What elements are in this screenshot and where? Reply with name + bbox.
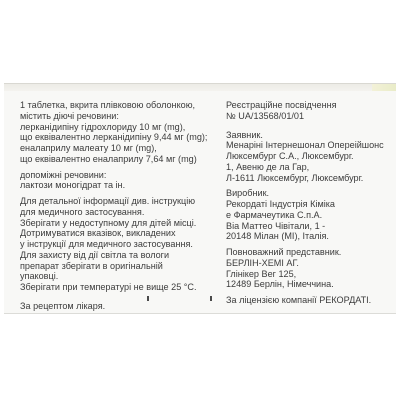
text-line: Віа Маттео Чівітали, 1 - [226, 220, 326, 231]
text-line: Рекордаті Індустрія Кіміка [226, 199, 335, 209]
text-line: препарат зберігати в оригінальній [20, 260, 163, 271]
text-line: Глінікер Вег 125, [226, 268, 297, 279]
registration-block [226, 100, 394, 122]
text-line: Заявник. [226, 129, 263, 140]
applicant-block [226, 130, 394, 184]
spacer [20, 293, 210, 301]
fold-tick-mark [210, 296, 212, 301]
text-line: 1 таблетка, вкрита плівковою оболонкою, [20, 100, 196, 110]
text-line: Повноважний представник. [226, 247, 342, 257]
text-line: у інструкції для медичного застосування. [20, 239, 193, 249]
box-side-panel [4, 91, 396, 314]
text-line: е Фармачеутика С.п.А. [226, 209, 323, 220]
text-line: Реєстраційне посвідчення [226, 100, 337, 110]
text-line: Менаріні Інтернешонал Опереійшонс [226, 140, 384, 151]
text-line: Для детальної інформації див. інструкцію [20, 196, 196, 206]
text-line: Люксембург С.А., Люксембург. [226, 151, 354, 161]
license-note: За ліцензією компанії РЕКОРДАТІ. [226, 295, 372, 305]
prescription-note: За рецептом лікаря. [20, 300, 106, 311]
text-line: еналаприлу малеату 10 мг (mg), [20, 143, 157, 153]
text-line: що еквівалентно еналаприлу 7,64 мг (mg) [20, 153, 197, 164]
fold-tick-mark [147, 296, 149, 301]
text-line: лактози моногідрат та ін. [20, 180, 126, 191]
instructions-block [20, 196, 210, 293]
text-line: містить діючі речовини: [20, 110, 119, 121]
text-line: лерканідипіну гідрохлориду 10 мг (mg), [20, 121, 186, 132]
text-line: Дотримуватися вказівок, викладених [20, 228, 176, 239]
composition-block [20, 100, 210, 165]
left-text-column [20, 100, 210, 312]
text-line: 12489 Берлін, Німеччина. [226, 279, 334, 290]
excipients-block [20, 170, 210, 192]
text-line: для медичного застосування. [20, 206, 145, 217]
text-line: БЕРЛІН-ХЕМІ АГ. [226, 257, 299, 268]
text-line: Зберігати у недоступному для дітей місці. [20, 217, 197, 228]
text-line: що еквівалентно лерканідипіну 9,44 мг (mg); [20, 132, 208, 143]
right-text-column [226, 100, 394, 306]
spacer [226, 122, 394, 130]
text-line: Виробник. [226, 188, 270, 199]
text-line: 1, Авеню де ла Гар, [226, 161, 310, 172]
manufacturer-block [226, 188, 394, 242]
text-line: Зберігати при температурі не вище 25 °С. [20, 282, 197, 292]
text-line: Для захисту від дії світла та вологи [20, 249, 170, 260]
representative-block [226, 247, 394, 290]
text-line: Л-1611 Люксембург, Люксембург. [226, 172, 364, 183]
text-line: допоміжні речовини: [20, 169, 107, 180]
text-line: упаковці. [20, 271, 59, 282]
text-line: № UA/13568/01/01 [226, 110, 305, 121]
text-line: 20148 Мілан (МІ), Італія. [226, 231, 329, 242]
